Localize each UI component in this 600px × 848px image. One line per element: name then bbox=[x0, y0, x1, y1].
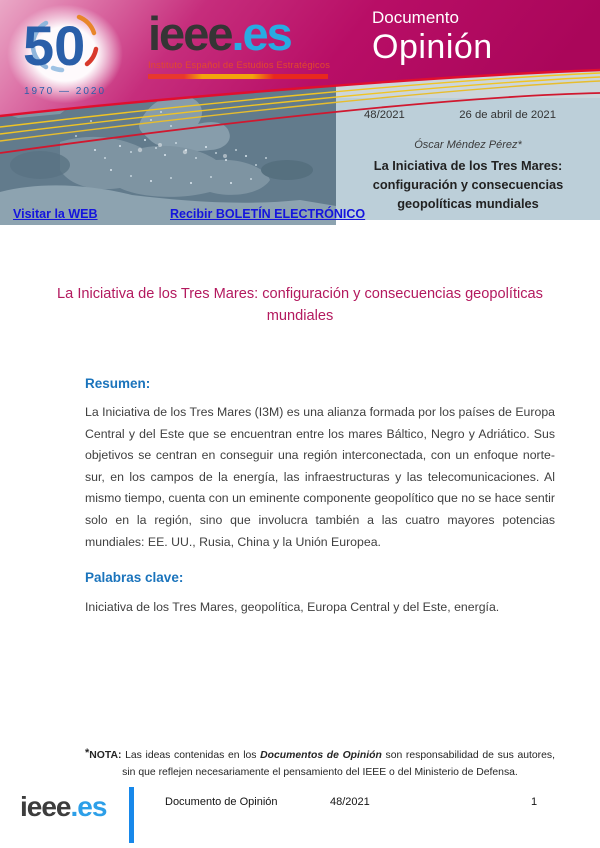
keywords-heading: Palabras clave: bbox=[85, 570, 184, 585]
anniversary-years: 1970 — 2020 bbox=[23, 86, 107, 97]
document-type-line1: Documento bbox=[372, 8, 459, 27]
brand-subtitle: Instituto Español de Estudios Estratégicos bbox=[148, 60, 331, 70]
info-date: 26 de abril de 2021 bbox=[459, 109, 556, 121]
footer-brand-accent: .es bbox=[70, 791, 107, 822]
keywords-paragraph: Iniciativa de los Tres Mares, geopolítica, Europa Central y del Este, energía. bbox=[85, 600, 500, 614]
document-type-header bbox=[372, 8, 493, 66]
info-title: La Iniciativa de los Tres Mares: configuración y consecuencias geopolíticas mundiales bbox=[372, 158, 564, 211]
abstract-paragraph: La Iniciativa de los Tres Mares (I3M) es una alianza formada por los países de Europa Central y del Este que se encuentran entre los mares Báltico, Negro y Adriático. Sus objetivos se centran en conseguir una región interconectada, con un enfoque norte-sur, en los campos de la energía, las infraestructuras y las telecomunicaciones. Al mismo tiempo, cuenta con un eminente componente geopolítico que no se hace sentir solo en la región, sino que involucra también a las cuatro mayores potencias mundiales: EE. UU., Rusia, China y la Unión Europea. bbox=[85, 405, 555, 549]
info-doc-number: 48/2021 bbox=[364, 109, 405, 121]
anniversary-number: 50 bbox=[23, 14, 86, 77]
info-author: Óscar Méndez Pérez* bbox=[414, 139, 522, 151]
anniversary-50-logo bbox=[4, 2, 126, 106]
brand-name-dark: ieee bbox=[148, 7, 232, 60]
footnote-marker: * bbox=[85, 747, 90, 759]
brand-logo bbox=[148, 7, 338, 79]
anniversary-50-icon bbox=[4, 2, 126, 106]
footer-divider-bar bbox=[129, 787, 134, 843]
footnote-emphasis: Documentos de Opinión bbox=[260, 750, 382, 761]
newsletter-link[interactable]: Recibir BOLETÍN ELECTRÓNICO bbox=[170, 207, 366, 221]
footnote bbox=[85, 745, 555, 781]
brand-stripe bbox=[148, 74, 328, 79]
footnote-text-after: son responsabilidad de sus autores, sin que reflejen necesariamente el pensamiento del IEEE o del Ministerio de Defensa. bbox=[122, 750, 556, 778]
abstract-heading: Resumen: bbox=[85, 376, 151, 391]
info-box-meta bbox=[364, 109, 556, 121]
footer-brand-logo bbox=[20, 793, 106, 821]
brand-name bbox=[148, 7, 338, 60]
footer-brand-dark: ieee bbox=[20, 791, 71, 822]
footnote-text-before: Las ideas contenidas en los bbox=[121, 750, 261, 761]
footer-doc-type: Documento de Opinión bbox=[165, 796, 278, 808]
visit-web-link[interactable]: Visitar la WEB bbox=[13, 207, 98, 221]
header bbox=[0, 0, 600, 235]
brand-name-accent: .es bbox=[231, 7, 291, 60]
footnote-label: NOTA: bbox=[89, 750, 122, 761]
document-type-line2: Opinión bbox=[372, 28, 493, 66]
footer bbox=[0, 780, 600, 848]
footer-page-number: 1 bbox=[531, 796, 538, 808]
article-title: La Iniciativa de los Tres Mares: configuración y consecuencias geopolíticas mundiales bbox=[57, 286, 543, 324]
footer-doc-number: 48/2021 bbox=[330, 796, 370, 808]
